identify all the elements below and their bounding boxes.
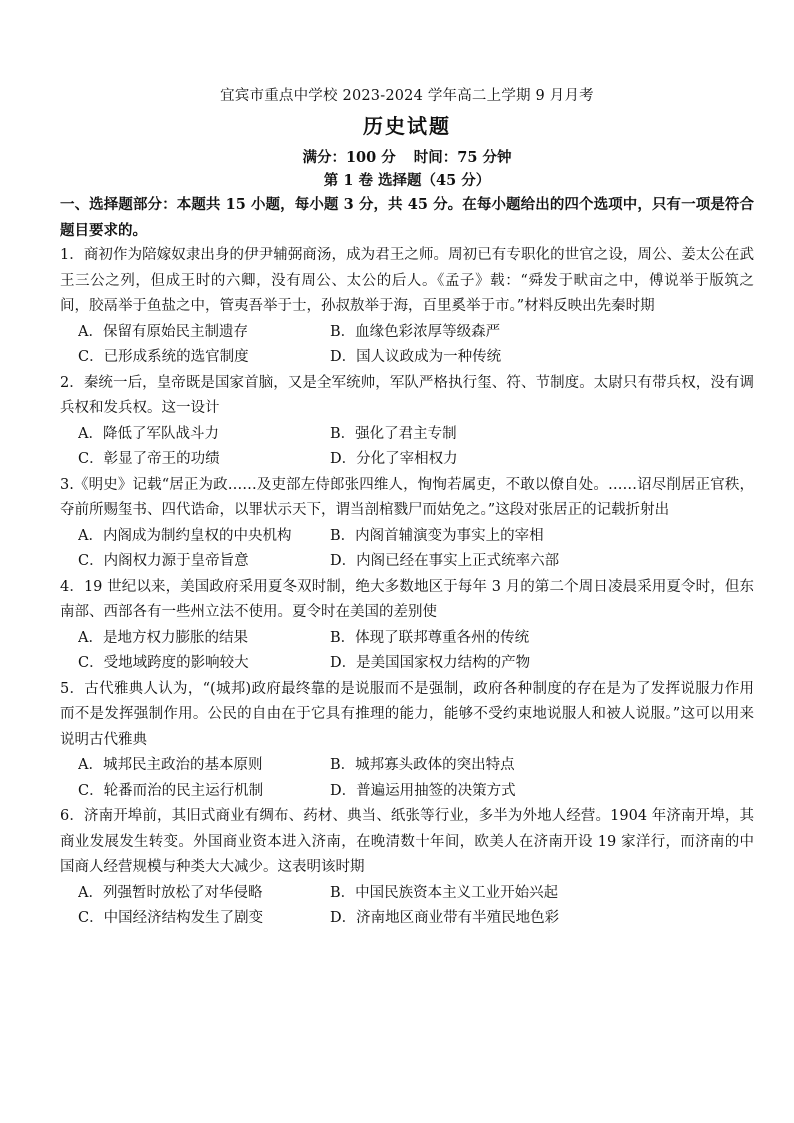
option-c: C．已形成系统的选官制度 <box>78 349 249 365</box>
option-c: C．受地域跨度的影响较大 <box>78 655 249 671</box>
option-d: D．国人议政成为一种传统 <box>330 349 502 365</box>
question-4 <box>60 575 754 677</box>
option-b: B．城邦寡头政体的突出特点 <box>330 757 515 773</box>
school-line: 宜宾市重点中学校 2023-2024 学年高二上学期 9 月月考 <box>220 88 594 104</box>
option-c: C．轮番而治的民主运行机制 <box>78 782 264 799</box>
option-b: B．体现了联邦尊重各州的传统 <box>330 629 530 646</box>
option-c: C．内阁权力源于皇帝旨意 <box>78 553 249 569</box>
question-stem: 6．济南开埠前，其旧式商业有绸布、药材、典当、纸张等行业，多半为外地人经营。1904 年济南开埠，其商业发展发生转变。外国商业资本进入济南，在晚清数十年间，欧美人在济南开设 19 家洋行，而济南的中国商人经营规模与种类大大减少。这表明该时期 <box>60 808 754 875</box>
question-stem: 1．商初作为陪嫁奴隶出身的伊尹辅弼商汤，成为君王之师。周初已有专职化的世官之设，周公、姜太公在武王三公之列，但成王时的六卿，没有周公、太公的后人。《孟子》载：“舜发于畎亩之中，傅说举于版筑之间，胶鬲举于鱼盐之中，管夷吾举于士，孙叔敖举于海，百里奚举于市。”材料反映出先秦时期 <box>60 247 754 314</box>
page-title: 历史试题 <box>363 114 451 138</box>
option-b: B．中国民族资本主义工业开始兴起 <box>330 884 559 901</box>
exam-time: 时间：75 分钟 <box>413 149 512 166</box>
option-a: A．降低了军队战斗力 <box>78 425 219 442</box>
section-heading: 第 1 卷 选择题（45 分） <box>323 172 491 189</box>
question-stem: 4．19 世纪以来，美国政府采用夏冬双时制，绝大多数地区于每年 3 月的第二个周日凌晨采用夏令时，但东南部、西部各有一些州立法不使用。夏令时在美国的差别使 <box>60 578 754 620</box>
option-a: A．是地方权力膨胀的结果 <box>78 629 248 646</box>
option-d: D．分化了宰相权力 <box>330 451 458 467</box>
options-grid <box>60 753 754 804</box>
option-d: D．是美国国家权力结构的产物 <box>330 655 531 671</box>
option-a: A．城邦民主政治的基本原则 <box>78 757 263 773</box>
question-1 <box>60 243 754 371</box>
exam-meta <box>60 148 754 168</box>
question-stem: 5．古代雅典人认为，“(城邦)政府最终靠的是说服而不是强制，政府各种制度的存在是为了发挥说服力作用而不是发挥强制作用。公民的自由在于它具有推理的能力，能够不受约束地说服人和被人说服。”这可以用来说明古代雅典 <box>60 680 754 748</box>
option-a: A．内阁成为制约皇权的中央机构 <box>78 527 292 544</box>
question-stem: 3.《明史》记载“居正为政……及吏部左侍郎张四维人，恂恂若属吏，不敢以僚自处。……诏尽削居正官秩，夺前所赐玺书、四代诰命，以罪状示天下，谓当剖棺戮尸而姑免之。”这段对张居正的记载折射出 <box>60 476 754 518</box>
options-grid <box>60 626 754 677</box>
options-grid <box>60 320 754 371</box>
option-d: D．内阁已经在事实上正式统率六部 <box>330 553 560 569</box>
option-b: B．血缘色彩浓厚等级森严 <box>330 323 501 340</box>
question-6 <box>60 804 754 932</box>
option-d: D．济南地区商业带有半殖民地色彩 <box>330 910 560 926</box>
options-grid <box>60 881 754 932</box>
option-b: B．内阁首辅演变为事实上的宰相 <box>330 527 544 544</box>
options-grid <box>60 422 754 473</box>
option-c: C．中国经济结构发生了剧变 <box>78 910 264 926</box>
option-d: D．普遍运用抽签的决策方式 <box>330 782 516 799</box>
full-score: 满分：100 分 <box>302 149 396 166</box>
option-a: A．保留有原始民主制遗存 <box>78 323 248 340</box>
options-grid <box>60 524 754 575</box>
question-stem: 2．秦统一后，皇帝既是国家首脑，又是全军统帅，军队严格执行玺、符、节制度。太尉只有带兵权，没有调兵权和发兵权。这一设计 <box>60 374 754 416</box>
question-3 <box>60 473 754 575</box>
option-b: B．强化了君主专制 <box>330 425 457 442</box>
option-a: A．列强暂时放松了对华侵略 <box>78 884 263 901</box>
section-instructions: 一、选择题部分：本题共 15 小题，每小题 3 分，共 45 分。在每小题给出的四个选项中，只有一项是符合题目要求的。 <box>60 196 754 239</box>
question-2 <box>60 371 754 473</box>
option-c: C．彰显了帝王的功绩 <box>78 451 220 467</box>
question-5 <box>60 677 754 805</box>
